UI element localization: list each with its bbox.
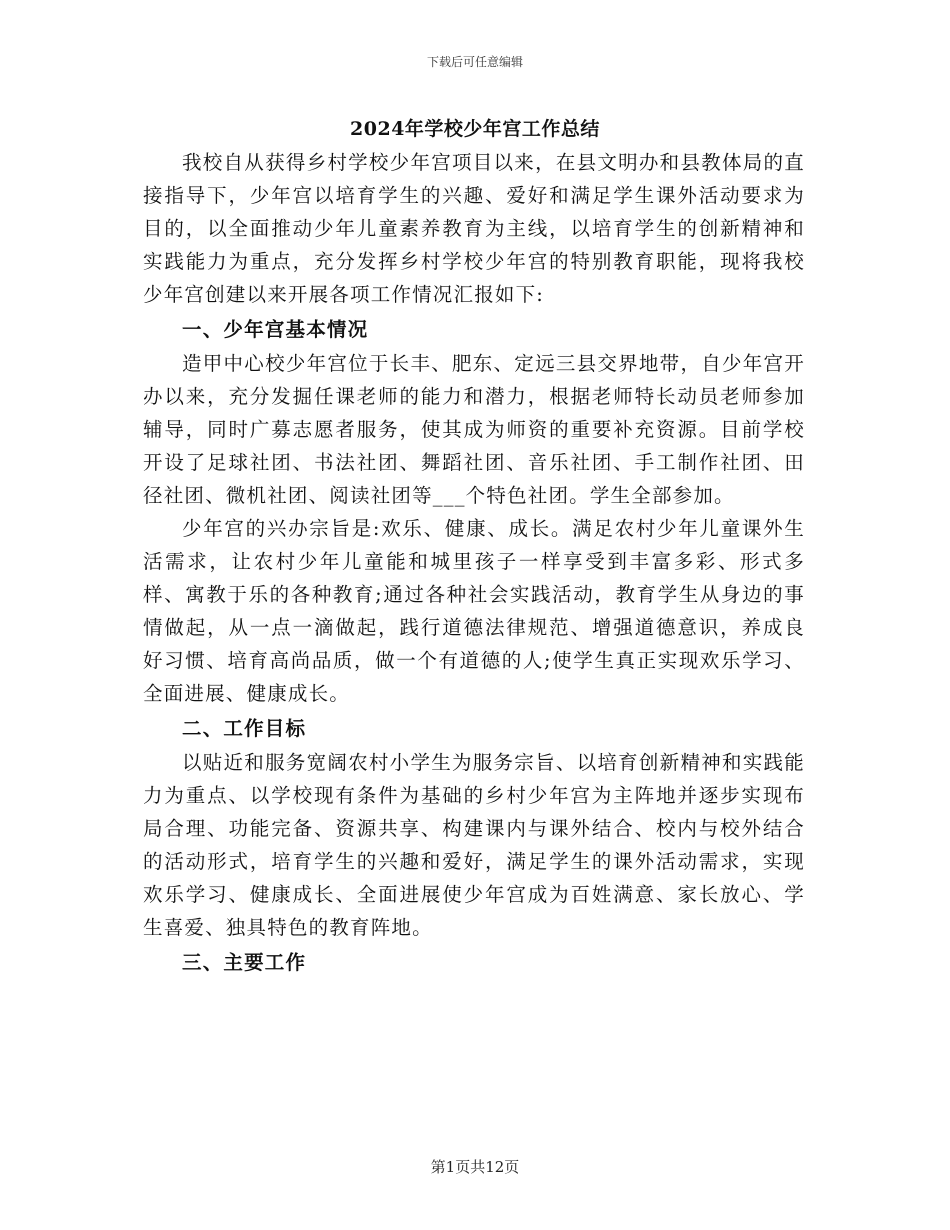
section-heading-basic-info: 一、少年宫基本情况 (182, 318, 369, 341)
document-body (143, 146, 805, 980)
basic-info-paragraph-2: 少年宫的兴办宗旨是:欢乐、健康、成长。满足农村少年儿童课外生活需求，让农村少年儿童能和城里孩子一样享受到丰富多彩、形式多样、寓教于乐的各种教育;通过各种社会实践活动，教育学生从身边的事情做起，从一点一滴做起，践行道德法律规范、增强道德意识，养成良好习惯、培育高尚品质，做一个有道德的人;使学生真正实现欢乐学习、全面进展、健康成长。 (143, 517, 805, 705)
intro-paragraph: 我校自从获得乡村学校少年宫项目以来，在县文明办和县教体局的直接指导下，少年宫以培育学生的兴趣、爱好和满足学生课外活动要求为目的，以全面推动少年儿童素养教育为主线，以培育学生的创新精神和实践能力为重点，充分发挥乡村学校少年宫的特别教育职能，现将我校少年宫创建以来开展各项工作情况汇报如下: (143, 151, 805, 306)
page-number: 第1页共12页 (430, 1158, 520, 1176)
basic-info-paragraph-1: 造甲中心校少年宫位于长丰、肥东、定远三县交界地带，自少年宫开办以来，充分发掘任课老师的能力和潜力，根据老师特长动员老师参加辅导，同时广募志愿者服务，使其成为师资的重要补充资源。目前学校开设了足球社团、书法社团、舞蹈社团、音乐社团、手工制作社团、田径社团、微机社团、阅读社团等___个特色社团。学生全部参加。 (143, 352, 805, 507)
goals-paragraph: 以贴近和服务宽阔农村小学生为服务宗旨、以培育创新精神和实践能力为重点、以学校现有条件为基础的乡村少年宫为主阵地并逐步实现布局合理、功能完备、资源共享、构建课内与课外结合、校内与校外结合的活动形式，培育学生的兴趣和爱好，满足学生的课外活动需求，实现欢乐学习、健康成长、全面进展使少年宫成为百姓满意、家长放心、学生喜爱、独具特色的教育阵地。 (143, 751, 805, 939)
section-heading-goals: 二、工作目标 (182, 717, 307, 740)
header-note: 下载后可任意编辑 (426, 55, 523, 69)
section-heading-main-work: 三、主要工作 (182, 951, 307, 974)
document-title: 2024年学校少年宫工作总结 (350, 118, 600, 140)
